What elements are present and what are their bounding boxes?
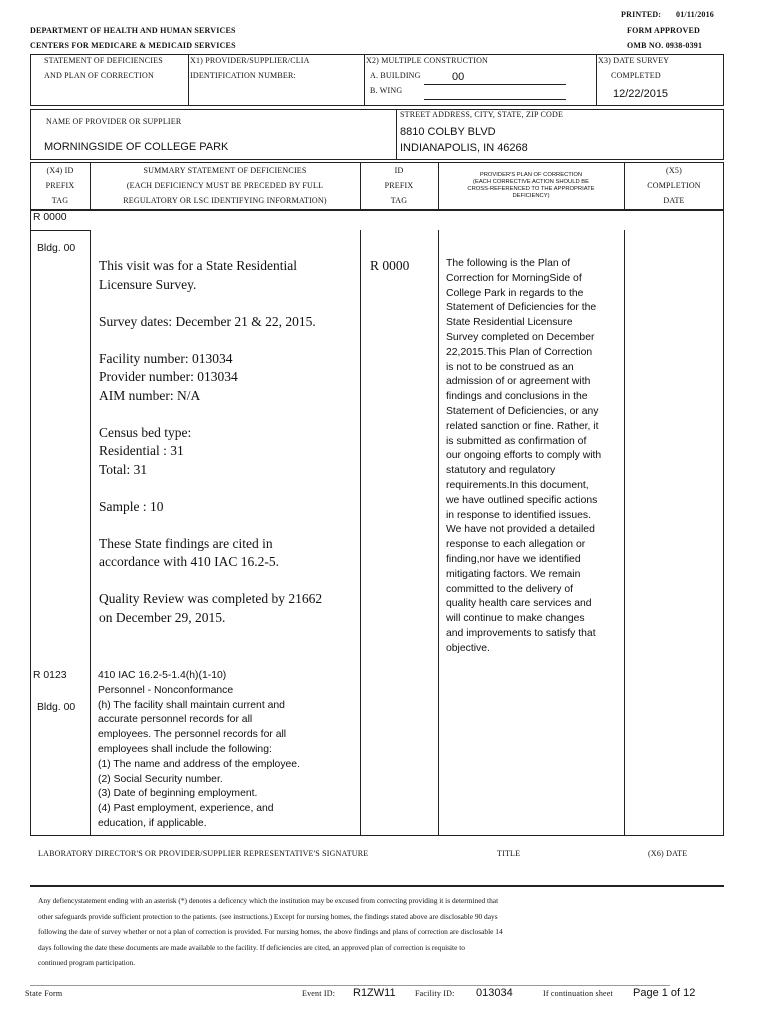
summary-r0000 bbox=[99, 257, 359, 627]
statement-label-1: STATEMENT OF DEFICIENCIES bbox=[44, 56, 163, 65]
bldg-r0123: Bldg. 00 bbox=[37, 702, 76, 713]
plan-line: our ongoing efforts to comply with bbox=[446, 450, 602, 462]
title-label: TITLE bbox=[497, 849, 521, 858]
summary-line: AIM number: N/A bbox=[99, 387, 201, 403]
summary-line: (4) Past employment, experience, and bbox=[98, 803, 274, 815]
footnote-line: other safeguards provide sufficient protection to the patients. (see instructions.) Except for nursing homes, the findings stated above are disclosable 90 days bbox=[38, 911, 498, 921]
tag-r0123: R 0123 bbox=[33, 670, 67, 681]
state-form-label: State Form bbox=[25, 989, 63, 998]
plan-line: we have outlined specific actions bbox=[446, 494, 598, 506]
x2-label: X2) MULTIPLE CONSTRUCTION bbox=[366, 56, 489, 65]
plan-line: mitigating factors. We remain bbox=[446, 568, 581, 580]
summary-line: 410 IAC 16.2-5-1.4(h)(1-10) bbox=[98, 670, 227, 681]
summary-line: Quality Review was completed by 21662 bbox=[99, 591, 323, 606]
summary-header-1: SUMMARY STATEMENT OF DEFICIENCIES bbox=[143, 166, 307, 175]
plan-of-correction-r0000 bbox=[446, 257, 624, 657]
building-value: 00 bbox=[452, 71, 465, 83]
completed-label: COMPLETED bbox=[611, 71, 661, 80]
bldg-r0000: Bldg. 00 bbox=[37, 243, 76, 254]
plan-line: The following is the Plan of bbox=[446, 258, 571, 269]
id-header-3: TAG bbox=[390, 196, 408, 205]
omb-number: OMB NO. 0938-0391 bbox=[627, 41, 703, 50]
summary-header-3: REGULATORY OR LSC IDENTIFYING INFORMATION) bbox=[123, 196, 327, 205]
plan-line: committed to the delivery of bbox=[446, 583, 574, 595]
summary-line: Facility number: 013034 bbox=[99, 350, 233, 366]
address-line-2: INDIANAPOLIS, IN 46268 bbox=[400, 142, 528, 154]
plan-line: Correction for MorningSide of bbox=[446, 272, 582, 284]
provider-name: MORNINGSIDE OF COLLEGE PARK bbox=[44, 141, 229, 153]
facility-id-label: Facility ID: bbox=[415, 989, 455, 998]
summary-line: This visit was for a State Residential bbox=[99, 258, 297, 273]
plan-line: objective. bbox=[446, 642, 490, 654]
plan-line: in response to identified issues. bbox=[446, 509, 591, 521]
summary-line bbox=[99, 405, 359, 424]
plan-line: We have not provided a detailed bbox=[446, 524, 595, 536]
summary-line: accordance with 410 IAC 16.2-5. bbox=[99, 554, 279, 569]
wing-label: B. WING bbox=[370, 86, 403, 95]
summary-line: Census bed type: bbox=[99, 424, 192, 440]
summary-line bbox=[99, 331, 359, 350]
footnote bbox=[38, 893, 724, 971]
building-label: A. BUILDING bbox=[370, 71, 421, 80]
x4-header-2: PREFIX bbox=[45, 181, 75, 190]
department-title: DEPARTMENT OF HEALTH AND HUMAN SERVICES bbox=[30, 26, 236, 35]
address-line-1: 8810 COLBY BLVD bbox=[400, 126, 496, 138]
plan-line: statutory and regulatory bbox=[446, 465, 556, 477]
printed-label: PRINTED: bbox=[621, 10, 662, 19]
plan-line: is not to be construed as an bbox=[446, 361, 574, 373]
plan-line: requirements.In this document, bbox=[446, 479, 589, 491]
summary-line: employees. The personnel records for all bbox=[98, 729, 287, 741]
footnote-line: following the date of survey whether or not a plan of correction is provided. For nursing homes, the above findings and plans of correction are disclosable 14 bbox=[38, 927, 503, 937]
id-header-2: PREFIX bbox=[384, 181, 414, 190]
plan-line: will continue to make changes bbox=[446, 613, 585, 625]
building-underline bbox=[424, 84, 566, 85]
plan-line: quality health care services and bbox=[446, 598, 592, 610]
footnote-line: Any defiencystatement ending with an asterisk (*) denotes a deficency which the institution may be excused from correcting providing it is determined that bbox=[38, 896, 499, 905]
x5-header-3: DATE bbox=[663, 196, 685, 205]
footer-rule bbox=[30, 985, 670, 986]
summary-line: Provider number: 013034 bbox=[99, 369, 238, 384]
summary-line: Survey dates: December 21 & 22, 2015. bbox=[99, 313, 316, 329]
x4-header-3: TAG bbox=[51, 196, 69, 205]
summary-header-2: (EACH DEFICIENCY MUST BE PRECEDED BY FULL bbox=[126, 181, 324, 190]
centers-title: CENTERS FOR MEDICARE & MEDICAID SERVICES bbox=[30, 41, 236, 50]
x5-header-1: (X5) bbox=[666, 166, 682, 175]
summary-line: on December 29, 2015. bbox=[99, 609, 226, 625]
plan-line: is submitted as confirmation of bbox=[446, 435, 587, 447]
plan-line: Survey completed on December bbox=[446, 331, 595, 343]
continuation-label: If continuation sheet bbox=[543, 989, 613, 998]
summary-line bbox=[99, 294, 359, 313]
summary-line: Licensure Survey. bbox=[99, 276, 197, 292]
summary-line: Sample : 10 bbox=[99, 498, 164, 514]
statement-label-2: AND PLAN OF CORRECTION bbox=[44, 71, 154, 80]
plan-line: College Park in regards to the bbox=[446, 287, 584, 299]
x3-label: X3) DATE SURVEY bbox=[598, 56, 670, 65]
plan-line: finding,nor have we identified bbox=[446, 553, 581, 565]
summary-line: (3) Date of beginning employment. bbox=[98, 788, 258, 800]
facility-id-value: 013034 bbox=[476, 987, 513, 999]
summary-line: Residential : 31 bbox=[99, 443, 184, 458]
provider-name-label: NAME OF PROVIDER OR SUPPLIER bbox=[46, 117, 182, 126]
address-label: STREET ADDRESS, CITY, STATE, ZIP CODE bbox=[400, 110, 564, 119]
summary-line bbox=[99, 572, 359, 591]
plan-line: Statement of Deficiencies for the bbox=[446, 302, 597, 314]
event-id-label: Event ID: bbox=[302, 989, 336, 998]
summary-line: accurate personnel records for all bbox=[98, 714, 253, 726]
summary-line: Personnel - Nonconformance bbox=[98, 684, 234, 696]
plan-line: admission of or agreement with bbox=[446, 376, 591, 388]
plan-line: response to each allegation or bbox=[446, 539, 586, 551]
x1-label-2: IDENTIFICATION NUMBER: bbox=[190, 71, 296, 80]
wing-underline bbox=[424, 99, 566, 100]
summary-r0123 bbox=[98, 669, 360, 832]
summary-line: (h) The facility shall maintain current and bbox=[98, 699, 285, 711]
summary-line: (2) Social Security number. bbox=[98, 773, 223, 785]
x1-label-1: X1) PROVIDER/SUPPLIER/CLIA bbox=[190, 56, 310, 65]
plan-line: Statement of Deficiencies, or any bbox=[446, 405, 599, 417]
form-approved: FORM APPROVED bbox=[627, 26, 701, 35]
x5-header-2: COMPLETION bbox=[647, 181, 701, 190]
x4-header-1: (X4) ID bbox=[46, 166, 74, 175]
plan-header-2: (EACH CORRECTIVE ACTION SHOULD BE bbox=[473, 179, 589, 185]
summary-line: education, if applicable. bbox=[98, 817, 207, 829]
summary-line: (1) The name and address of the employee. bbox=[98, 758, 300, 770]
plan-line: related sanction or fine. Rather, it bbox=[446, 420, 599, 432]
tag-r0000: R 0000 bbox=[33, 212, 67, 223]
id-header-1: ID bbox=[394, 166, 404, 175]
plan-line: findings and conclusions in the bbox=[446, 391, 588, 403]
summary-line: Total: 31 bbox=[99, 461, 148, 477]
plan-header-1: PROVIDER'S PLAN OF CORRECTION bbox=[479, 172, 583, 178]
plan-tag-r0000: R 0000 bbox=[370, 258, 410, 273]
plan-line: State Residential Licensure bbox=[446, 317, 573, 329]
summary-line: These State findings are cited in bbox=[99, 535, 273, 551]
page-number: Page 1 of 12 bbox=[633, 987, 696, 999]
plan-header-4: DEFICIENCY) bbox=[512, 193, 550, 199]
signature-underline bbox=[30, 885, 724, 887]
signature-label: LABORATORY DIRECTOR'S OR PROVIDER/SUPPLIER REPRESENTATIVE'S SIGNATURE bbox=[38, 849, 369, 858]
footnote-line: continued program participation. bbox=[38, 958, 136, 968]
printed-date: 01/11/2016 bbox=[676, 10, 715, 19]
footnote-line: days following the date these documents are made available to the facility. If deficiencies are cited, an approved plan of correction is requisite to bbox=[38, 942, 465, 952]
summary-line: employees shall include the following: bbox=[98, 743, 272, 755]
summary-line bbox=[99, 479, 359, 498]
plan-header-3: CROSS-REFERENCED TO THE APPROPRIATE bbox=[467, 186, 595, 192]
survey-date: 12/22/2015 bbox=[613, 88, 669, 100]
event-id-value: R1ZW11 bbox=[353, 987, 396, 999]
summary-line bbox=[99, 516, 359, 535]
plan-line: 22,2015.This Plan of Correction bbox=[446, 346, 593, 358]
plan-line: and improvements to satisfy that bbox=[446, 627, 596, 639]
x6-date-label: (X6) DATE bbox=[648, 849, 688, 858]
